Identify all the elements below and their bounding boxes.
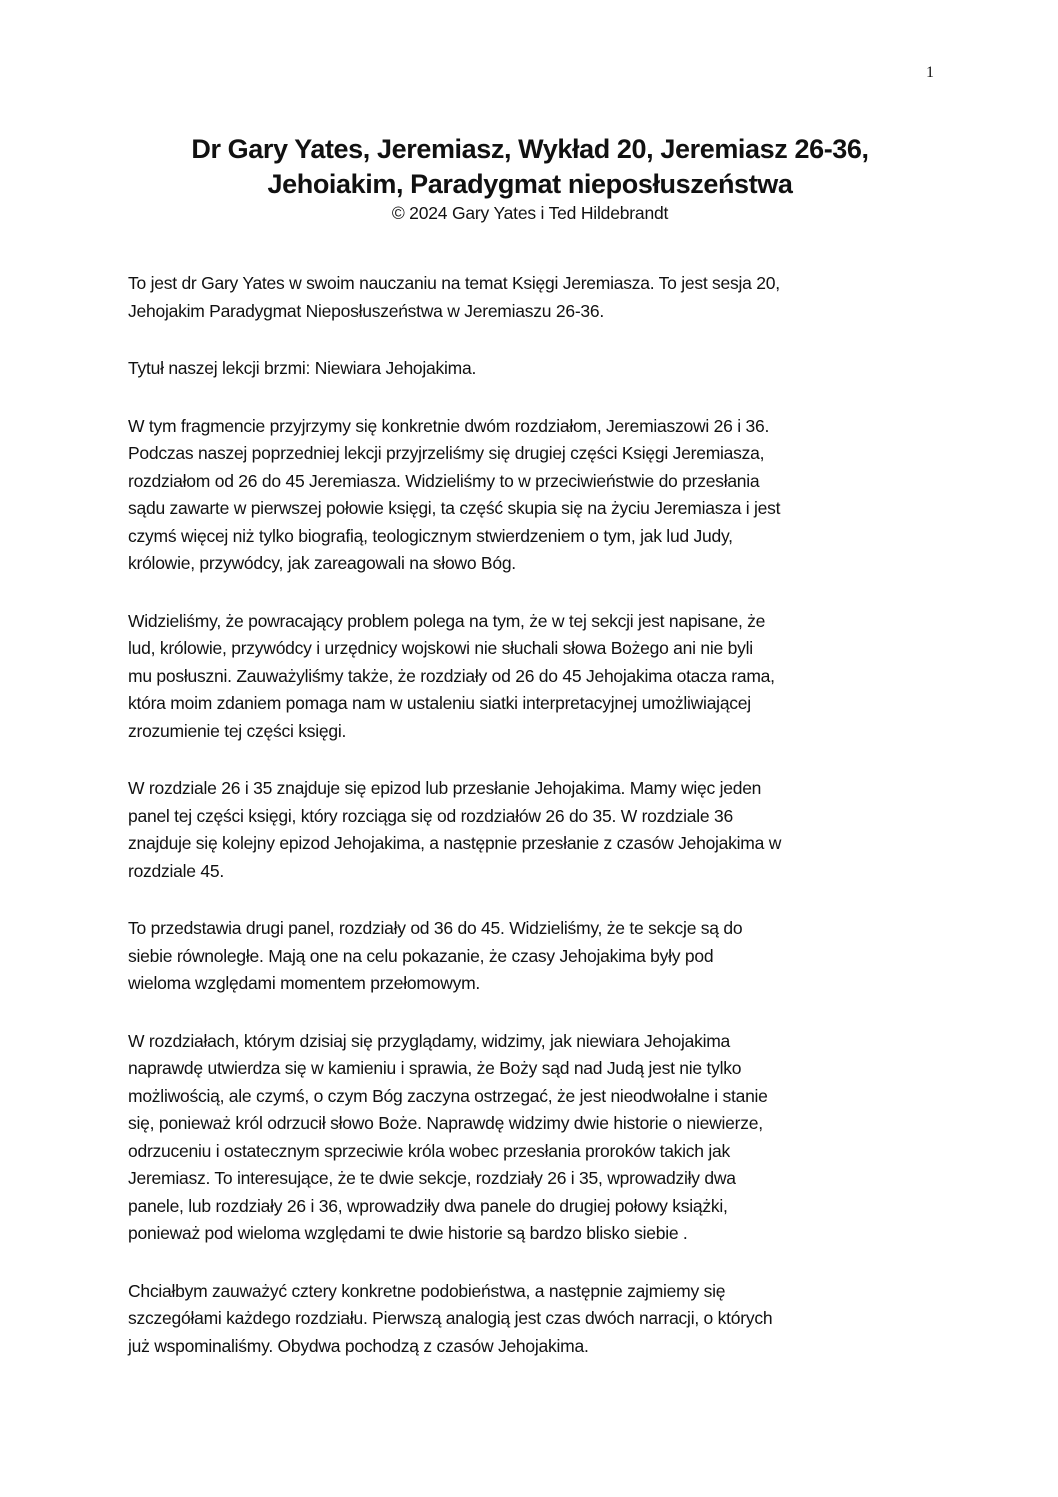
title-line-2: Jehoiakim, Paradygmat nieposłuszeństwa <box>267 169 793 199</box>
text-line: rozdziale 45. <box>128 860 224 881</box>
text-line: czymś więcej niż tylko biografią, teologicznym stwierdzeniem o tym, jak lud Judy, <box>128 525 733 546</box>
text-line: To jest dr Gary Yates w swoim nauczaniu na temat Księgi Jeremiasza. To jest sesja 20, <box>128 273 780 293</box>
text-line: sądu zawarte w pierwszej połowie księgi, ta część skupia się na życiu Jeremiasza i jest <box>128 498 781 518</box>
text-line: panel tej części księgi, który rozciąga się od rozdziałów 26 do 35. W rozdziale 36 <box>128 805 733 826</box>
text-line: panele, lub rozdziały 26 i 36, wprowadziły dwa panele do drugiej połowy książki, <box>128 1195 728 1216</box>
text-line: Jeremiasz. To interesujące, że te dwie sekcje, rozdziały 26 i 35, wprowadziły dwa <box>128 1168 736 1188</box>
title-line-1: Dr Gary Yates, Jeremiasz, Wykład 20, Jeremiasz 26-36, <box>191 134 869 164</box>
text-line: lud, królowie, przywódcy i urzędnicy wojskowi nie słuchali słowa Bożego ani nie byli <box>128 638 753 658</box>
text-line: możliwością, ale czymś, o czym Bóg zaczyna ostrzegać, że jest nieodwołalne i stanie <box>128 1085 768 1106</box>
text-line: To przedstawia drugi panel, rozdziały od 36 do 45. Widzieliśmy, że te sekcje są do <box>128 918 743 938</box>
text-line: rozdziałom od 26 do 45 Jeremiasza. Widzieliśmy to w przeciwieństwie do przesłania <box>128 470 760 491</box>
paragraph-3 <box>128 413 942 578</box>
text-line: W rozdziałach, którym dzisiaj się przyglądamy, widzimy, jak niewiara Jehojakima <box>128 1030 731 1051</box>
paragraph-7 <box>128 1028 942 1248</box>
text-line: mu posłuszni. Zauważyliśmy także, że rozdziały od 26 do 45 Jehojakima otacza rama, <box>128 665 775 686</box>
text-line: Widzieliśmy, że powracający problem polega na tym, że w tej sekcji jest napisane, że <box>128 610 766 631</box>
copyright-notice: © 2024 Gary Yates i Ted Hildebrandt <box>391 203 669 223</box>
document-title <box>126 132 934 202</box>
text-line: naprawdę utwierdza się w kamieniu i sprawia, że Boży sąd nad Judą jest nie tylko <box>128 1058 742 1078</box>
text-line: znajduje się kolejny epizod Jehojakima, a następnie przesłanie z czasów Jehojakima w <box>128 833 782 853</box>
text-line: szczegółami każdego rozdziału. Pierwszą analogią jest czas dwóch narracji, o których <box>128 1308 773 1328</box>
text-line: odrzuceniu i ostatecznym sprzeciwie króla wobec przesłania proroków takich jak <box>128 1140 731 1161</box>
paragraph-5 <box>128 775 942 885</box>
text-line: już wspominaliśmy. Obydwa pochodzą z czasów Jehojakima. <box>128 1335 589 1356</box>
text-line: się, ponieważ król odrzucił słowo Boże. Naprawdę widzimy dwie historie o niewierze, <box>128 1113 763 1133</box>
text-line: siebie równoległe. Mają one na celu pokazanie, że czasy Jehojakima były pod <box>128 945 714 966</box>
text-line: Jehojakim Paradygmat Nieposłuszeństwa w Jeremiaszu 26-36. <box>128 300 604 321</box>
paragraph-6 <box>128 915 942 998</box>
text-line: wieloma względami momentem przełomowym. <box>128 973 481 993</box>
text-line: Podczas naszej poprzedniej lekcji przyjrzeliśmy się drugiej części Księgi Jeremiasza, <box>128 443 765 463</box>
paragraph-4 <box>128 608 942 746</box>
text-line: ponieważ pod wieloma względami te dwie historie są bardzo blisko siebie . <box>128 1223 688 1243</box>
paragraph-1 <box>128 270 942 325</box>
text-line: królowie, przywódcy, jak zareagowali na słowo Bóg. <box>128 553 516 573</box>
text-line: W rozdziale 26 i 35 znajduje się epizod lub przesłanie Jehojakima. Mamy więc jeden <box>128 778 762 798</box>
text-line: Tytuł naszej lekcji brzmi: Niewiara Jehojakima. <box>128 358 477 378</box>
text-line: która moim zdaniem pomaga nam w ustaleniu siatki interpretacyjnej umożliwiającej <box>128 693 751 713</box>
paragraph-2 <box>128 355 942 383</box>
text-line: zrozumienie tej części księgi. <box>128 720 347 741</box>
document-body <box>128 270 942 1390</box>
text-line: W tym fragmencie przyjrzymy się konkretnie dwóm rozdziałom, Jeremiaszowi 26 i 36. <box>128 415 770 436</box>
page-number: 1 <box>926 64 934 81</box>
text-line: Chciałbym zauważyć cztery konkretne podobieństwa, a następnie zajmiemy się <box>128 1280 726 1301</box>
document-header <box>126 132 934 225</box>
paragraph-8 <box>128 1278 942 1361</box>
